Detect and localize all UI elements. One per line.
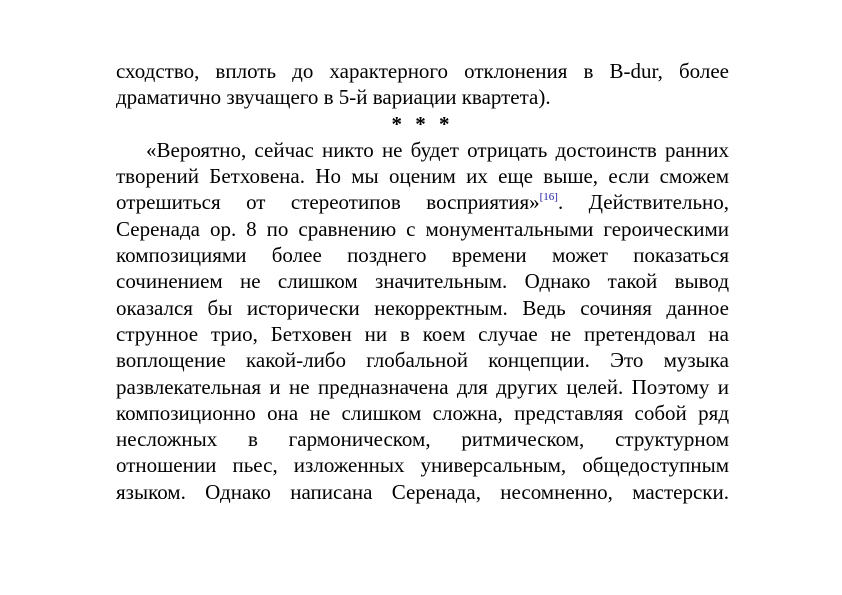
body-text xyxy=(116,58,729,505)
text-line-3: «Вероятно, сейчас никто не будет отрицать достоинств ранних xyxy=(146,137,729,162)
quote-end-text: отрешиться от стереотипов восприятия» xyxy=(116,190,540,215)
text-line-6: Серенада ор. 8 по сравнению с монументальными героическими xyxy=(116,216,729,241)
text-line-9: оказался бы исторически некорректным. Ведь сочиняя данное xyxy=(116,295,729,320)
text-line-7: композициями более позднего времени может показаться xyxy=(116,243,729,268)
text-line-13: композиционно она не слишком сложна, представляя собой ряд xyxy=(116,400,729,425)
text-line-5 xyxy=(116,189,729,215)
text-line-14: несложных в гармоническом, ритмическом, структурном xyxy=(116,427,729,452)
text-line-12: развлекательная и не предназначена для других целей. Поэтому и xyxy=(116,374,729,399)
footnote-link[interactable]: [16] xyxy=(539,191,558,204)
text-line-15: отношении пьес, изложенных универсальным, общедоступным xyxy=(116,453,729,478)
text-line-1: сходство, вплоть до характерного отклонения в B-dur, более xyxy=(116,59,729,83)
section-separator: * * * xyxy=(391,111,454,136)
text-line-2: драматично звучащего в 5-й вариации квартета). xyxy=(116,85,551,110)
text-line-10: струнное трио, Бетховен ни в коем случае не претендовал на xyxy=(116,321,729,346)
text-line-16: языком. Однако написана Серенада, несомненно, мастерски. xyxy=(116,479,729,504)
text-line-8: сочинением не слишком значительным. Однако такой вывод xyxy=(116,269,729,294)
text-line-11: воплощение какой-либо глобальной концепции. Это музыка xyxy=(116,348,729,373)
continuation-text: . Действительно, xyxy=(557,190,730,215)
text-line-4: творений Бетховена. Но мы оценим их еще выше, если сможем xyxy=(116,164,729,189)
